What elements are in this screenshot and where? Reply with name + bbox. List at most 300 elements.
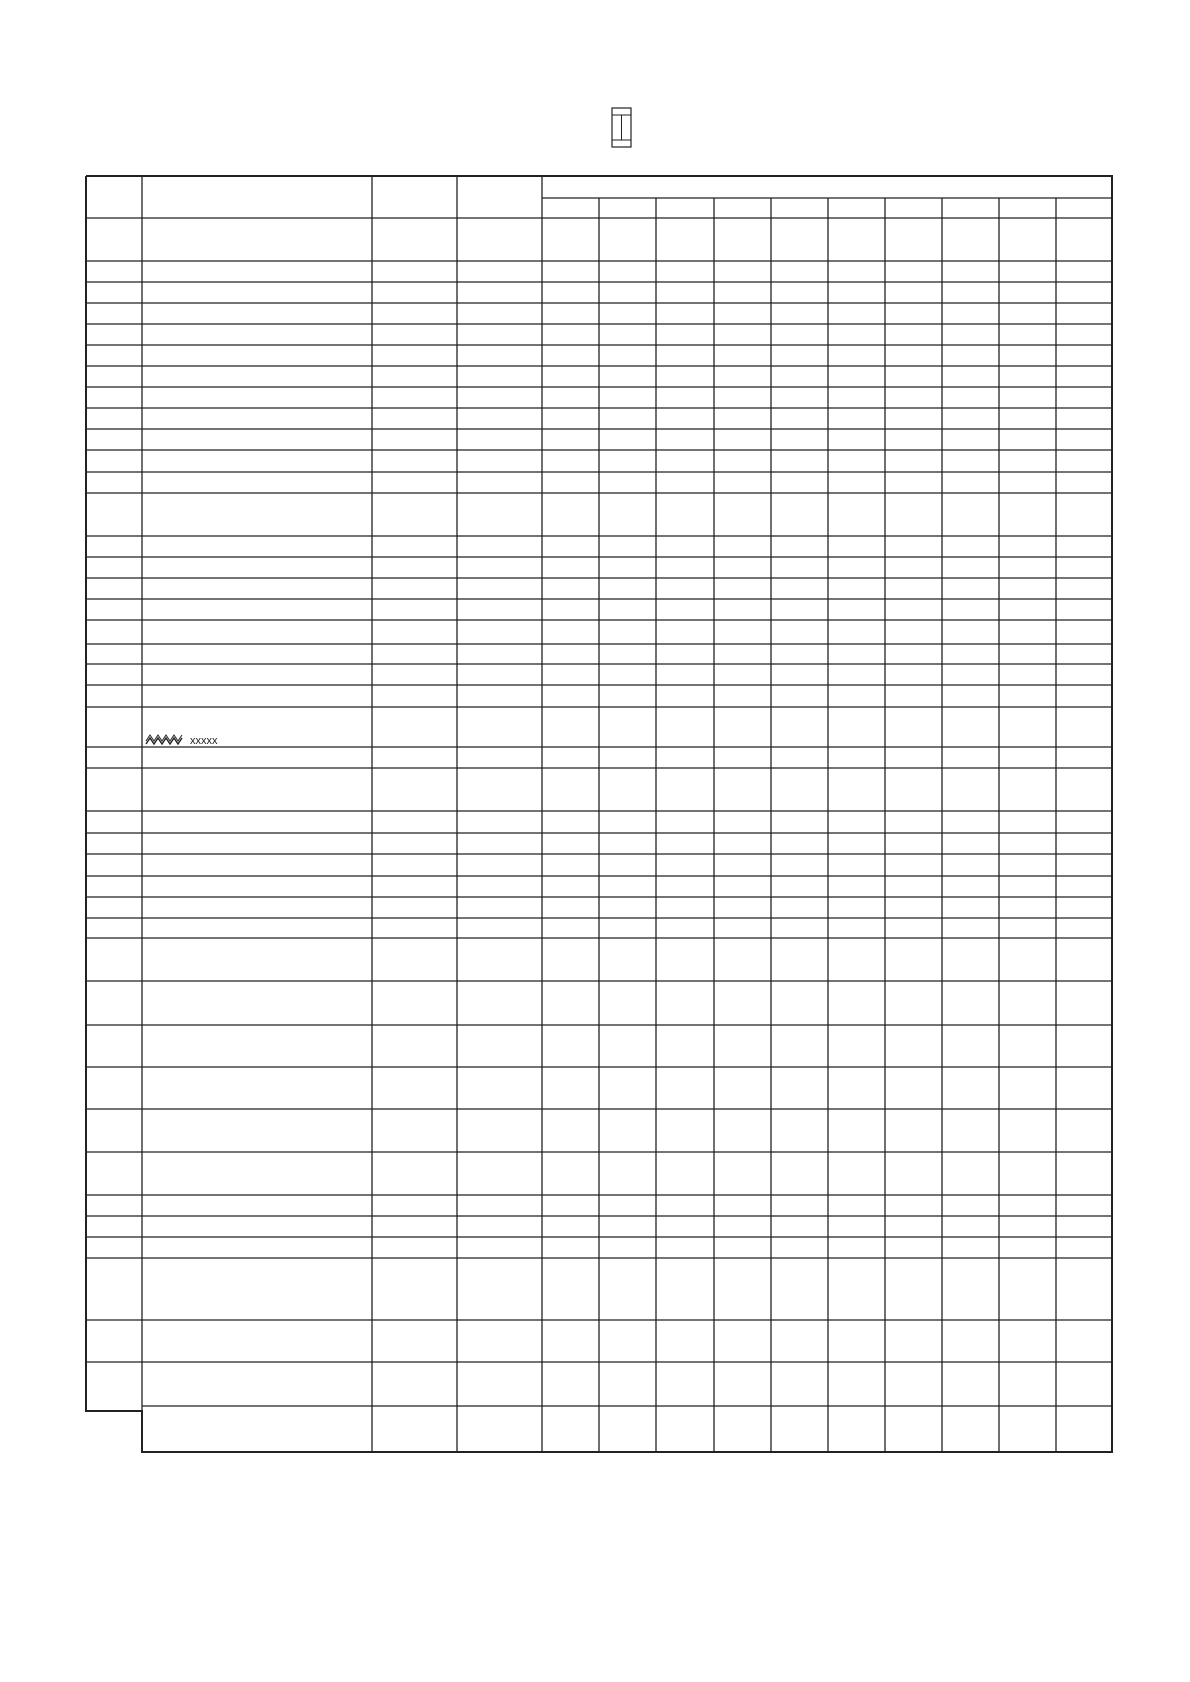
table-cell[interactable] bbox=[600, 812, 655, 832]
table-cell[interactable] bbox=[829, 1110, 884, 1151]
table-cell[interactable] bbox=[829, 982, 884, 1024]
table-cell[interactable] bbox=[458, 812, 541, 832]
table-cell[interactable] bbox=[373, 982, 456, 1024]
table-cell[interactable] bbox=[943, 1153, 998, 1194]
table-cell[interactable] bbox=[943, 537, 998, 556]
table-cell[interactable] bbox=[657, 708, 713, 746]
table-cell[interactable] bbox=[772, 325, 827, 344]
table-cell[interactable] bbox=[943, 325, 998, 344]
table-cell[interactable] bbox=[458, 769, 541, 810]
table-cell[interactable] bbox=[543, 1068, 598, 1108]
table-cell[interactable] bbox=[543, 939, 598, 980]
table-cell[interactable] bbox=[373, 1217, 456, 1236]
table-cell[interactable] bbox=[373, 645, 456, 663]
table-cell[interactable] bbox=[1057, 219, 1111, 260]
table-cell[interactable] bbox=[87, 1068, 141, 1108]
table-cell[interactable] bbox=[657, 1110, 713, 1151]
table-cell[interactable] bbox=[458, 409, 541, 428]
table-cell[interactable] bbox=[772, 346, 827, 365]
table-cell[interactable] bbox=[600, 537, 655, 556]
table-cell[interactable] bbox=[1057, 473, 1111, 492]
table-cell[interactable] bbox=[87, 388, 141, 407]
table-cell[interactable] bbox=[373, 1321, 456, 1361]
table-cell[interactable] bbox=[772, 1068, 827, 1108]
table-cell[interactable] bbox=[458, 1196, 541, 1215]
table-cell[interactable] bbox=[87, 812, 141, 832]
table-cell[interactable] bbox=[886, 1259, 941, 1319]
table-cell[interactable] bbox=[373, 537, 456, 556]
table-cell[interactable] bbox=[829, 346, 884, 365]
table-cell[interactable] bbox=[943, 262, 998, 281]
table-cell[interactable] bbox=[458, 283, 541, 302]
table-cell[interactable] bbox=[543, 325, 598, 344]
table-cell[interactable] bbox=[886, 1196, 941, 1215]
table-cell[interactable] bbox=[1057, 665, 1111, 684]
table-cell[interactable] bbox=[715, 367, 770, 386]
table-cell[interactable] bbox=[458, 430, 541, 449]
table-cell[interactable] bbox=[657, 1407, 713, 1451]
table-cell[interactable] bbox=[143, 262, 371, 281]
table-cell[interactable] bbox=[458, 1110, 541, 1151]
table-cell[interactable] bbox=[657, 1321, 713, 1361]
table-cell[interactable] bbox=[886, 1110, 941, 1151]
table-cell[interactable] bbox=[886, 919, 941, 937]
table-cell[interactable] bbox=[657, 686, 713, 706]
table-cell[interactable] bbox=[143, 430, 371, 449]
table-cell[interactable] bbox=[543, 1153, 598, 1194]
table-cell[interactable] bbox=[543, 219, 598, 260]
table-cell[interactable] bbox=[657, 430, 713, 449]
table-cell[interactable] bbox=[543, 665, 598, 684]
table-cell[interactable] bbox=[543, 708, 598, 746]
table-cell[interactable] bbox=[143, 1238, 371, 1257]
table-cell[interactable] bbox=[715, 665, 770, 684]
table-cell[interactable] bbox=[600, 686, 655, 706]
table-cell[interactable] bbox=[829, 388, 884, 407]
table-cell[interactable] bbox=[829, 877, 884, 896]
table-cell[interactable] bbox=[943, 686, 998, 706]
table-cell[interactable] bbox=[143, 1259, 371, 1319]
table-cell[interactable] bbox=[87, 834, 141, 853]
table-cell[interactable] bbox=[772, 537, 827, 556]
table-cell[interactable] bbox=[772, 1363, 827, 1405]
table-cell[interactable] bbox=[943, 898, 998, 917]
table-cell[interactable] bbox=[943, 748, 998, 767]
table-cell[interactable] bbox=[458, 748, 541, 767]
table-cell[interactable] bbox=[657, 558, 713, 577]
table-cell[interactable] bbox=[543, 645, 598, 663]
table-cell[interactable] bbox=[143, 898, 371, 917]
table-cell[interactable] bbox=[373, 430, 456, 449]
table-cell[interactable] bbox=[829, 665, 884, 684]
table-cell[interactable] bbox=[943, 645, 998, 663]
table-cell[interactable] bbox=[829, 409, 884, 428]
table-cell[interactable] bbox=[458, 665, 541, 684]
table-cell[interactable] bbox=[829, 1153, 884, 1194]
table-cell[interactable] bbox=[1000, 430, 1055, 449]
table-cell[interactable] bbox=[373, 1068, 456, 1108]
table-cell[interactable] bbox=[657, 473, 713, 492]
table-cell[interactable] bbox=[87, 1026, 141, 1066]
table-cell[interactable] bbox=[657, 919, 713, 937]
table-cell[interactable] bbox=[600, 579, 655, 598]
table-cell[interactable] bbox=[772, 1259, 827, 1319]
table-cell[interactable] bbox=[143, 665, 371, 684]
table-cell[interactable] bbox=[1057, 898, 1111, 917]
table-cell[interactable] bbox=[829, 855, 884, 875]
table-cell[interactable] bbox=[943, 219, 998, 260]
table-cell[interactable] bbox=[373, 898, 456, 917]
table-cell[interactable] bbox=[772, 982, 827, 1024]
table-cell[interactable] bbox=[1057, 834, 1111, 853]
table-cell[interactable] bbox=[1000, 600, 1055, 619]
table-cell[interactable] bbox=[458, 494, 541, 535]
table-cell[interactable] bbox=[772, 579, 827, 598]
table-cell[interactable] bbox=[715, 708, 770, 746]
table-cell[interactable] bbox=[829, 1026, 884, 1066]
table-cell[interactable] bbox=[373, 388, 456, 407]
table-cell[interactable] bbox=[715, 325, 770, 344]
table-cell[interactable] bbox=[1000, 367, 1055, 386]
table-cell[interactable] bbox=[543, 1259, 598, 1319]
table-cell[interactable] bbox=[543, 877, 598, 896]
table-cell[interactable] bbox=[1000, 262, 1055, 281]
table-cell[interactable] bbox=[1057, 855, 1111, 875]
table-cell[interactable] bbox=[1000, 346, 1055, 365]
table-cell[interactable] bbox=[943, 473, 998, 492]
table-cell[interactable] bbox=[600, 1407, 655, 1451]
table-cell[interactable] bbox=[715, 1321, 770, 1361]
table-cell[interactable] bbox=[600, 645, 655, 663]
table-cell[interactable] bbox=[543, 304, 598, 323]
table-cell[interactable] bbox=[143, 748, 371, 767]
table-cell[interactable] bbox=[458, 898, 541, 917]
table-cell[interactable] bbox=[943, 388, 998, 407]
table-cell[interactable] bbox=[886, 1363, 941, 1405]
table-cell[interactable] bbox=[829, 621, 884, 643]
table-cell[interactable] bbox=[143, 346, 371, 365]
table-cell[interactable] bbox=[1000, 748, 1055, 767]
table-cell[interactable] bbox=[600, 855, 655, 875]
table-cell[interactable] bbox=[1057, 1026, 1111, 1066]
table-cell[interactable] bbox=[772, 1217, 827, 1236]
table-cell[interactable] bbox=[373, 1110, 456, 1151]
table-cell[interactable] bbox=[943, 494, 998, 535]
table-cell[interactable] bbox=[715, 430, 770, 449]
table-cell[interactable] bbox=[458, 877, 541, 896]
table-cell[interactable] bbox=[373, 877, 456, 896]
table-cell[interactable] bbox=[458, 451, 541, 471]
table-cell[interactable] bbox=[543, 262, 598, 281]
table-cell[interactable] bbox=[543, 451, 598, 471]
table-cell[interactable] bbox=[600, 919, 655, 937]
table-cell[interactable] bbox=[886, 645, 941, 663]
table-cell[interactable] bbox=[886, 325, 941, 344]
table-cell[interactable] bbox=[943, 665, 998, 684]
table-cell[interactable] bbox=[715, 1363, 770, 1405]
table-cell[interactable] bbox=[829, 1068, 884, 1108]
table-cell[interactable] bbox=[715, 558, 770, 577]
table-cell[interactable] bbox=[543, 748, 598, 767]
table-cell[interactable] bbox=[458, 325, 541, 344]
table-cell[interactable] bbox=[657, 1196, 713, 1215]
table-cell[interactable] bbox=[657, 1259, 713, 1319]
table-cell[interactable] bbox=[87, 600, 141, 619]
table-cell[interactable] bbox=[772, 877, 827, 896]
table-cell[interactable] bbox=[943, 600, 998, 619]
table-cell[interactable] bbox=[87, 579, 141, 598]
table-cell[interactable] bbox=[943, 558, 998, 577]
table-cell[interactable] bbox=[657, 388, 713, 407]
table-cell[interactable] bbox=[772, 645, 827, 663]
table-cell[interactable] bbox=[87, 1363, 141, 1405]
table-cell[interactable] bbox=[600, 473, 655, 492]
table-cell[interactable] bbox=[1057, 494, 1111, 535]
table-cell[interactable] bbox=[1057, 1363, 1111, 1405]
table-cell[interactable] bbox=[715, 898, 770, 917]
table-cell[interactable] bbox=[543, 494, 598, 535]
table-cell[interactable] bbox=[373, 451, 456, 471]
table-cell[interactable] bbox=[943, 1407, 998, 1451]
table-cell[interactable] bbox=[1057, 1407, 1111, 1451]
table-cell[interactable] bbox=[829, 537, 884, 556]
table-cell[interactable] bbox=[373, 409, 456, 428]
table-cell[interactable] bbox=[886, 812, 941, 832]
table-cell[interactable] bbox=[657, 600, 713, 619]
table-cell[interactable] bbox=[657, 494, 713, 535]
table-cell[interactable] bbox=[458, 388, 541, 407]
table-cell[interactable] bbox=[829, 579, 884, 598]
table-cell[interactable] bbox=[829, 600, 884, 619]
table-cell[interactable] bbox=[772, 939, 827, 980]
table-cell[interactable] bbox=[1000, 409, 1055, 428]
table-cell[interactable] bbox=[772, 1407, 827, 1451]
table-cell[interactable] bbox=[543, 1026, 598, 1066]
table-cell[interactable] bbox=[87, 325, 141, 344]
table-cell[interactable] bbox=[1000, 219, 1055, 260]
table-cell[interactable] bbox=[886, 939, 941, 980]
table-cell[interactable] bbox=[458, 262, 541, 281]
table-cell[interactable] bbox=[87, 558, 141, 577]
table-cell[interactable] bbox=[715, 1110, 770, 1151]
table-cell[interactable] bbox=[543, 855, 598, 875]
table-cell[interactable] bbox=[543, 898, 598, 917]
table-cell[interactable] bbox=[829, 1321, 884, 1361]
table-cell[interactable] bbox=[458, 982, 541, 1024]
table-cell[interactable] bbox=[657, 262, 713, 281]
table-cell[interactable] bbox=[1000, 1196, 1055, 1215]
table-cell[interactable] bbox=[657, 1217, 713, 1236]
table-cell[interactable] bbox=[1000, 579, 1055, 598]
table-cell[interactable] bbox=[772, 919, 827, 937]
table-cell[interactable] bbox=[87, 1196, 141, 1215]
table-cell[interactable] bbox=[458, 600, 541, 619]
table-cell[interactable] bbox=[943, 579, 998, 598]
table-cell[interactable] bbox=[1057, 1321, 1111, 1361]
table-cell[interactable] bbox=[772, 367, 827, 386]
table-cell[interactable] bbox=[943, 834, 998, 853]
table-cell[interactable] bbox=[1057, 982, 1111, 1024]
table-cell[interactable] bbox=[1000, 665, 1055, 684]
table-cell[interactable] bbox=[458, 645, 541, 663]
table-cell[interactable] bbox=[886, 346, 941, 365]
table-cell[interactable] bbox=[458, 1068, 541, 1108]
table-cell[interactable] bbox=[943, 1363, 998, 1405]
table-cell[interactable] bbox=[373, 748, 456, 767]
table-cell[interactable] bbox=[543, 812, 598, 832]
table-cell[interactable] bbox=[600, 748, 655, 767]
table-cell[interactable] bbox=[600, 325, 655, 344]
table-cell[interactable] bbox=[87, 621, 141, 643]
table-cell[interactable] bbox=[143, 919, 371, 937]
table-cell[interactable] bbox=[943, 1238, 998, 1257]
table-cell[interactable] bbox=[87, 708, 141, 746]
table-cell[interactable] bbox=[143, 1363, 371, 1405]
table-cell[interactable] bbox=[886, 219, 941, 260]
table-cell[interactable] bbox=[943, 812, 998, 832]
table-cell[interactable] bbox=[829, 939, 884, 980]
table-cell[interactable] bbox=[373, 939, 456, 980]
table-cell[interactable] bbox=[715, 812, 770, 832]
table-cell[interactable] bbox=[458, 1407, 541, 1451]
table-cell[interactable] bbox=[143, 409, 371, 428]
table-cell[interactable] bbox=[1000, 451, 1055, 471]
table-cell[interactable] bbox=[458, 367, 541, 386]
table-cell[interactable] bbox=[543, 621, 598, 643]
table-cell[interactable] bbox=[600, 834, 655, 853]
table-cell[interactable] bbox=[829, 558, 884, 577]
table-cell[interactable] bbox=[1000, 855, 1055, 875]
table-cell[interactable] bbox=[1057, 1259, 1111, 1319]
table-cell[interactable] bbox=[1057, 262, 1111, 281]
table-cell[interactable] bbox=[543, 982, 598, 1024]
table-cell[interactable] bbox=[143, 1026, 371, 1066]
table-cell[interactable] bbox=[657, 219, 713, 260]
table-cell[interactable] bbox=[87, 304, 141, 323]
table-cell[interactable] bbox=[943, 304, 998, 323]
table-cell[interactable] bbox=[657, 898, 713, 917]
table-cell[interactable] bbox=[600, 769, 655, 810]
table-cell[interactable] bbox=[1057, 877, 1111, 896]
table-cell[interactable] bbox=[943, 1217, 998, 1236]
table-cell[interactable] bbox=[657, 877, 713, 896]
table-cell[interactable] bbox=[1057, 708, 1111, 746]
table-cell[interactable] bbox=[715, 388, 770, 407]
table-cell[interactable] bbox=[715, 1196, 770, 1215]
table-cell[interactable] bbox=[829, 686, 884, 706]
table-cell[interactable] bbox=[657, 1363, 713, 1405]
table-cell[interactable] bbox=[1000, 645, 1055, 663]
table-cell[interactable] bbox=[943, 367, 998, 386]
table-cell[interactable] bbox=[543, 1217, 598, 1236]
table-cell[interactable] bbox=[943, 1321, 998, 1361]
table-cell[interactable] bbox=[943, 1068, 998, 1108]
table-cell[interactable] bbox=[1000, 494, 1055, 535]
table-cell[interactable] bbox=[943, 855, 998, 875]
table-cell[interactable] bbox=[87, 748, 141, 767]
table-cell[interactable] bbox=[715, 769, 770, 810]
table-cell[interactable] bbox=[772, 219, 827, 260]
table-cell[interactable] bbox=[1000, 877, 1055, 896]
table-cell[interactable] bbox=[373, 855, 456, 875]
table-cell[interactable] bbox=[143, 1407, 371, 1451]
table-cell[interactable] bbox=[657, 621, 713, 643]
table-cell[interactable] bbox=[373, 1196, 456, 1215]
table-cell[interactable] bbox=[543, 473, 598, 492]
table-cell[interactable] bbox=[458, 855, 541, 875]
table-cell[interactable] bbox=[829, 812, 884, 832]
table-cell[interactable] bbox=[1057, 645, 1111, 663]
table-cell[interactable] bbox=[87, 262, 141, 281]
table-cell[interactable] bbox=[143, 621, 371, 643]
table-cell[interactable] bbox=[886, 769, 941, 810]
table-cell[interactable] bbox=[715, 600, 770, 619]
table-cell[interactable] bbox=[143, 1196, 371, 1215]
table-cell[interactable] bbox=[772, 621, 827, 643]
table-cell[interactable] bbox=[657, 579, 713, 598]
table-cell[interactable] bbox=[772, 388, 827, 407]
table-cell[interactable] bbox=[1000, 1407, 1055, 1451]
table-cell[interactable] bbox=[87, 367, 141, 386]
table-cell[interactable] bbox=[1000, 982, 1055, 1024]
table-cell[interactable] bbox=[143, 877, 371, 896]
table-cell[interactable] bbox=[1000, 1110, 1055, 1151]
table-cell[interactable] bbox=[715, 473, 770, 492]
table-cell[interactable] bbox=[829, 1217, 884, 1236]
table-cell[interactable] bbox=[143, 1068, 371, 1108]
table-cell[interactable] bbox=[715, 219, 770, 260]
table-cell[interactable] bbox=[772, 812, 827, 832]
table-cell[interactable] bbox=[772, 1026, 827, 1066]
table-cell[interactable] bbox=[1057, 304, 1111, 323]
table-cell[interactable] bbox=[543, 346, 598, 365]
table-cell[interactable] bbox=[886, 473, 941, 492]
table-cell[interactable] bbox=[886, 1407, 941, 1451]
table-cell[interactable] bbox=[143, 473, 371, 492]
table-cell[interactable] bbox=[1000, 834, 1055, 853]
table-cell[interactable] bbox=[715, 1259, 770, 1319]
table-cell[interactable] bbox=[657, 1068, 713, 1108]
table-cell[interactable] bbox=[458, 473, 541, 492]
table-cell[interactable] bbox=[143, 388, 371, 407]
table-cell[interactable] bbox=[1057, 367, 1111, 386]
table-cell[interactable] bbox=[543, 388, 598, 407]
table-cell[interactable] bbox=[886, 409, 941, 428]
table-cell[interactable] bbox=[772, 855, 827, 875]
table-cell[interactable] bbox=[373, 304, 456, 323]
table-cell[interactable] bbox=[543, 579, 598, 598]
table-cell[interactable] bbox=[143, 939, 371, 980]
table-cell[interactable] bbox=[373, 219, 456, 260]
table-cell[interactable] bbox=[715, 686, 770, 706]
table-cell[interactable] bbox=[600, 1153, 655, 1194]
table-cell[interactable] bbox=[657, 325, 713, 344]
table-cell[interactable] bbox=[600, 939, 655, 980]
table-cell[interactable] bbox=[772, 451, 827, 471]
table-cell[interactable] bbox=[1000, 1026, 1055, 1066]
table-cell[interactable] bbox=[143, 834, 371, 853]
table-cell[interactable] bbox=[373, 494, 456, 535]
table-cell[interactable] bbox=[143, 812, 371, 832]
table-cell[interactable] bbox=[143, 855, 371, 875]
table-cell[interactable] bbox=[715, 346, 770, 365]
table-cell[interactable] bbox=[458, 1363, 541, 1405]
table-cell[interactable] bbox=[600, 409, 655, 428]
table-cell[interactable] bbox=[886, 388, 941, 407]
table-cell[interactable] bbox=[829, 1363, 884, 1405]
table-cell[interactable] bbox=[87, 919, 141, 937]
table-cell[interactable] bbox=[943, 769, 998, 810]
